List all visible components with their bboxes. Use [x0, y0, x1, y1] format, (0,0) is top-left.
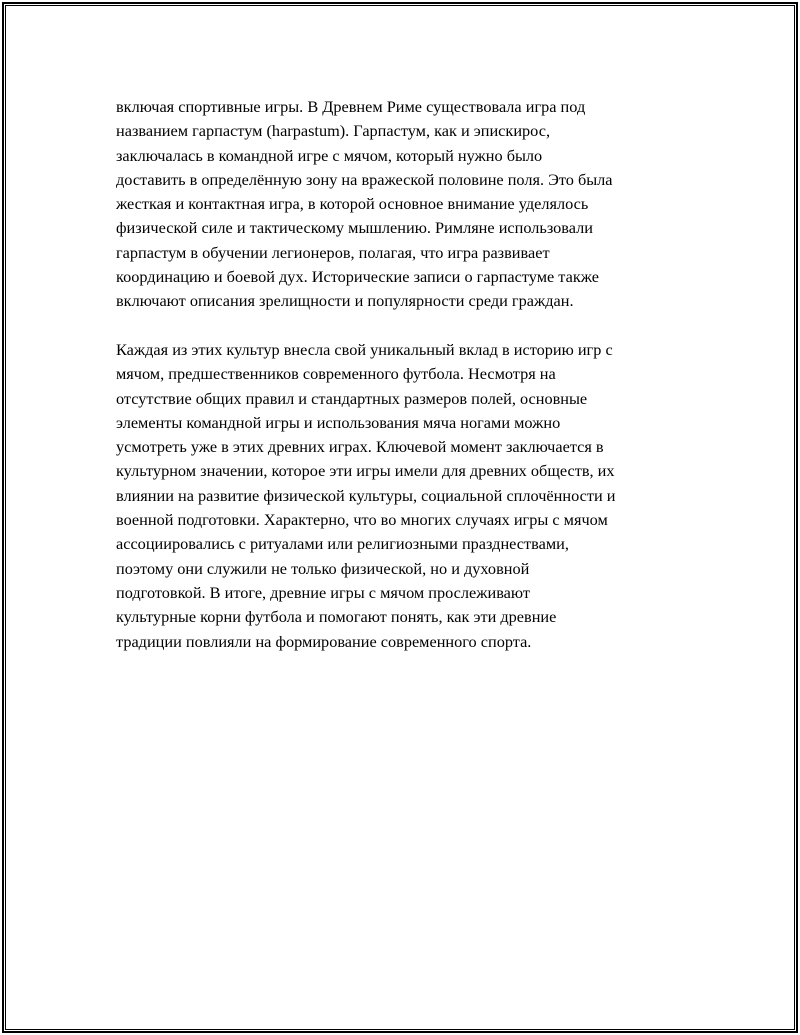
paragraph-rome-harpastum: включая спортивные игры. В Древнем Риме существовала игра под названием гарпастум (harpastum). Гарпастум, как и эпискирос, заключалась в командной игре с мячом, который нужно было доставить в определённую зону на вражеской половине поля. Это была жесткая и контактная игра, в которой основное внимание уделялось физической силе и тактическому мышлению. Римляне использовали гарпастум в обучении легионеров, полагая, что игра развивает координацию и боевой дух. Исторические записи о гарпастуме также включают описания зрелищности и популярности среди граждан.	[116, 97, 613, 311]
document-body	[116, 95, 696, 678]
paragraph-cultural-contribution: Каждая из этих культур внесла свой уникальный вклад в историю игр с мячом, предшественников современного футбола. Несмотря на отсутствие общих правил и стандартных размеров полей, основные элементы командной игры и использования мяча ногами можно усмотреть уже в этих древних играх. Ключевой момент заключается в культурном значении, которое эти игры имели для древних обществ, их влиянии на развитие физической культуры, социальной сплочённости и военной подготовки. Характерно, что во многих случаях игры с мячом ассоциировались с ритуалами или религиозными празднествами, поэтому они служили не только физической, но и духовной подготовкой. В итоге, древние игры с мячом прослеживают культурные корни футбола и помогают понять, как эти древние традиции повлияли на формирование современного спорта.	[116, 339, 616, 651]
document-page	[2, 2, 798, 1033]
